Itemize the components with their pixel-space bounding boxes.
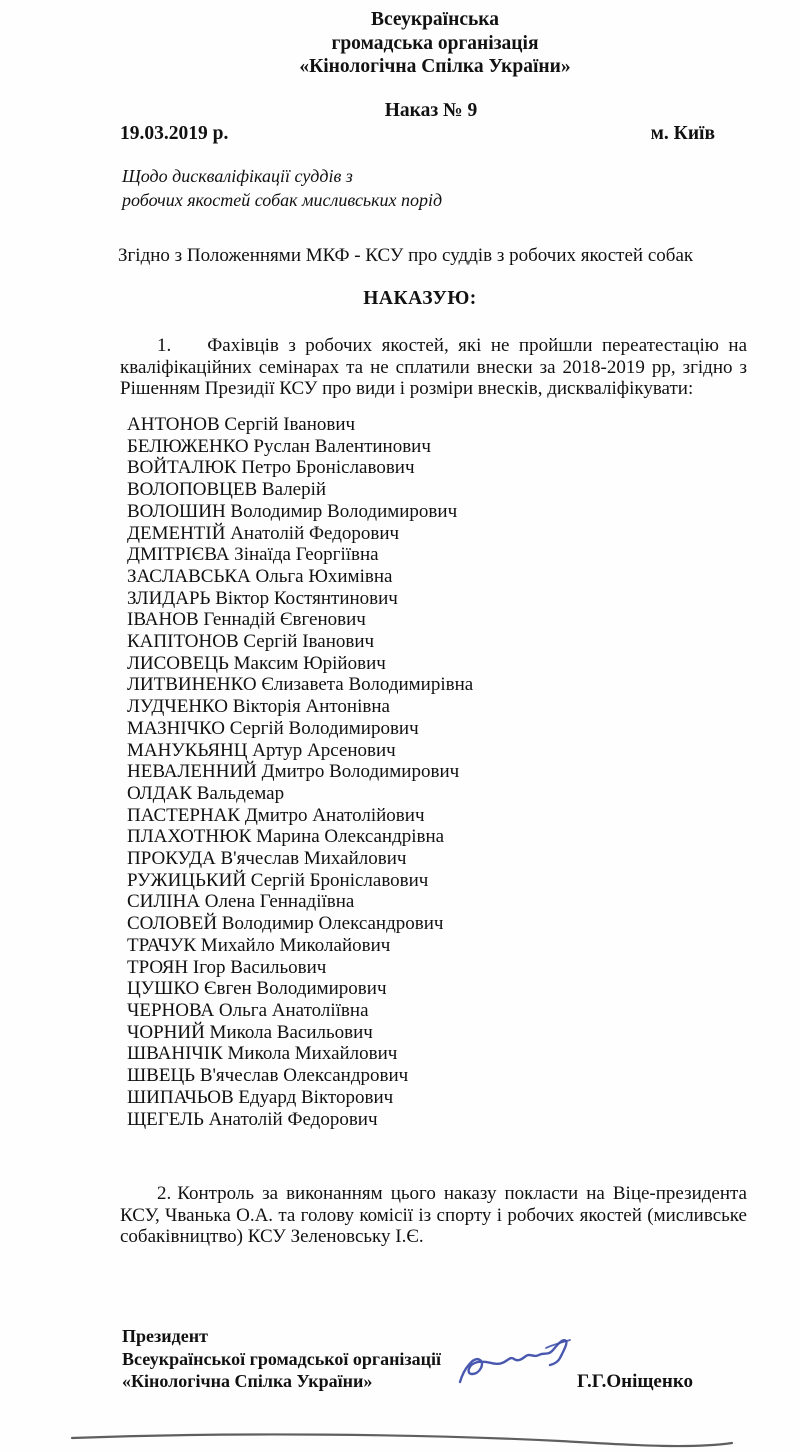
- org-name-line2: громадська організація: [331, 32, 539, 54]
- disqualified-name: ШВЕЦЬ В'ячеслав Олександрович: [127, 1065, 409, 1087]
- disqualified-name: РУЖИЦЬКИЙ Сергій Броніславович: [127, 869, 429, 891]
- paragraph-1: [120, 335, 747, 400]
- disqualified-name: ЗАСЛАВСЬКА Ольга Юхимівна: [127, 565, 393, 587]
- disqualified-name: ДЕМЕНТІЙ Анатолій Федорович: [127, 522, 400, 544]
- disqualified-name: ІВАНОВ Геннадій Євгенович: [127, 609, 366, 631]
- disqualified-name: ПЛАХОТНЮК Марина Олександрівна: [127, 826, 445, 848]
- disqualified-name: АНТОНОВ Сергій Іванович: [127, 414, 356, 435]
- disqualified-name: СИЛІНА Олена Геннадіївна: [127, 891, 355, 913]
- disqualified-name: НЕВАЛЕННИЙ Дмитро Володимирович: [127, 761, 460, 783]
- paragraph-1-number: 1.: [157, 335, 172, 356]
- disqualified-name: КАПІТОНОВ Сергій Іванович: [127, 631, 375, 653]
- org-name-line1: Всеукраїнська: [371, 9, 499, 30]
- subject-line2: робочих якостей собак мисливських порід: [122, 190, 443, 210]
- decree-heading: НАКАЗУЮ:: [363, 288, 477, 309]
- disqualified-name: ЛИТВИНЕНКО Єлизавета Володимирівна: [127, 674, 474, 696]
- paragraph-2-text: Контроль за виконанням цього наказу покласти на Віце-президента КСУ, Чванька О.А. та голову комісії із спорту і робочих якостей (мисливське собаківництво) КСУ Зеленовську І.Є.: [120, 1183, 747, 1248]
- paragraph-2-number: 2.: [157, 1183, 172, 1204]
- signer-title-line3: «Кінологічна Спілка України»: [122, 1371, 373, 1391]
- disqualified-name: ЛИСОВЕЦЬ Максим Юрійович: [127, 652, 386, 674]
- disqualified-name: МАНУКЬЯНЦ Артур Арсенович: [127, 739, 396, 761]
- paragraph-1-text: Фахівців з робочих якостей, які не пройшли переатестацію на кваліфікаційних семінарах та не сплатили внески за 2018-2019 рр, згідно з Рішенням Президії КСУ про види і розміри внесків, дискваліфікувати:: [120, 335, 747, 400]
- disqualified-name: ПРОКУДА В'ячеслав Михайлович: [127, 848, 407, 870]
- handwritten-signature-icon: [450, 1332, 585, 1394]
- signer-title-line2: Всеукраїнської громадської організації: [122, 1348, 442, 1369]
- disqualified-name: ВОЛОШИН Володимир Володимирович: [127, 500, 458, 522]
- disqualified-name: ЛУДЧЕНКО Вікторія Антонівна: [127, 696, 390, 718]
- disqualified-name: ШВАНІЧІК Микола Михайлович: [127, 1043, 398, 1065]
- disqualified-name: МАЗНІЧКО Сергій Володимирович: [127, 717, 419, 739]
- disqualified-name: ТРАЧУК Михайло Миколайович: [127, 934, 391, 956]
- date-city-row: [120, 123, 715, 145]
- disqualified-name: ДМІТРІЄВА Зінаїда Георгіївна: [127, 544, 379, 566]
- paragraph-2: [120, 1183, 747, 1248]
- disqualified-name: ОЛДАК Вальдемар: [127, 782, 285, 804]
- disqualified-name: ЦУШКО Євген Володимирович: [127, 978, 387, 1000]
- scan-artifact-line: [60, 1428, 750, 1452]
- intro-line: Згідно з Положеннями МКФ - КСУ про суддів з робочих якостей собак: [118, 245, 694, 266]
- subject-line1: Щодо дискваліфікації суддів з: [122, 166, 353, 186]
- disqualified-name: ШИПАЧЬОВ Едуард Вікторович: [127, 1086, 394, 1108]
- disqualified-name: ЧЕРНОВА Ольга Анатоліївна: [127, 999, 369, 1021]
- disqualified-name: БЕЛЮЖЕНКО Руслан Валентинович: [127, 435, 431, 457]
- order-title: Наказ № 9: [384, 100, 478, 121]
- disqualified-name: СОЛОВЕЙ Володимир Олександрович: [127, 913, 444, 935]
- signer-name: Г.Г.Оніщенко: [577, 1371, 694, 1392]
- disqualified-name: ТРОЯН Ігор Васильович: [127, 956, 327, 978]
- disqualified-name: ЧОРНИЙ Микола Васильович: [127, 1021, 373, 1043]
- disqualified-name: ЩЕГЕЛЬ Анатолій Федорович: [127, 1108, 378, 1130]
- disqualified-name: ПАСТЕРНАК Дмитро Анатолійович: [127, 804, 425, 826]
- signer-title-line1: Президент: [122, 1326, 208, 1346]
- order-subject: [122, 164, 442, 212]
- organization-header: [120, 8, 750, 79]
- signature-titles: [122, 1325, 441, 1393]
- order-city: м. Київ: [650, 123, 715, 144]
- disqualified-name: ВОЙТАЛЮК Петро Броніславович: [127, 457, 415, 479]
- org-name-line3: «Кінологічна Спілка України»: [299, 56, 571, 77]
- disqualified-names-list: [127, 414, 473, 1130]
- disqualified-name: ВОЛОПОВЦЕВ Валерій: [127, 479, 327, 501]
- order-date: 19.03.2019 р.: [120, 123, 229, 144]
- disqualified-name: ЗЛИДАРЬ Віктор Костянтинович: [127, 587, 398, 609]
